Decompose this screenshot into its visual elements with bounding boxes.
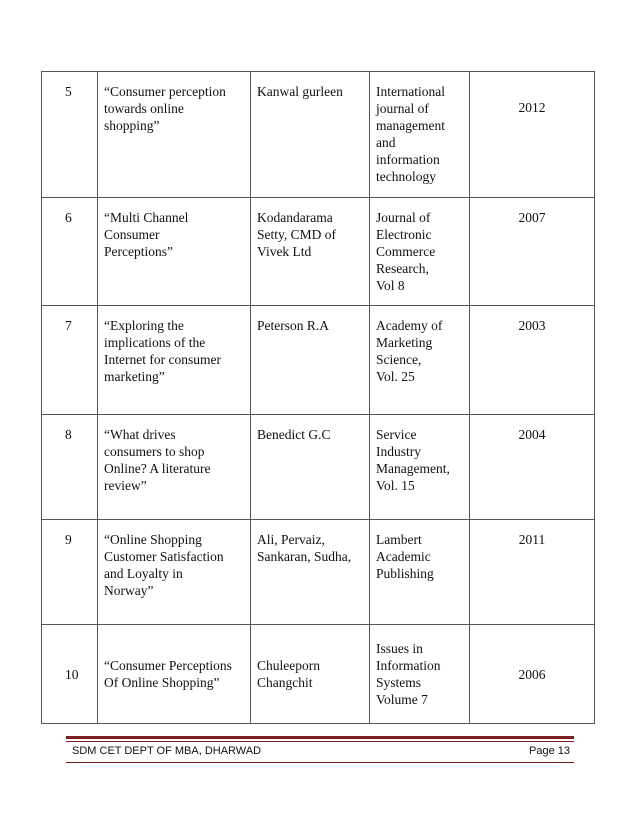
publication-line: Electronic xyxy=(376,227,432,242)
serial-number: 8 xyxy=(65,427,72,442)
year-cell xyxy=(470,520,595,625)
publication-line: information xyxy=(376,152,440,167)
year: 2012 xyxy=(518,100,546,115)
serial-number-cell xyxy=(42,415,98,520)
footer-rule-thick xyxy=(66,736,574,739)
year-cell xyxy=(470,72,595,198)
publication-cell xyxy=(370,198,470,306)
publication-cell xyxy=(370,306,470,415)
title-line: Consumer xyxy=(104,227,160,242)
serial-number: 9 xyxy=(65,532,72,547)
author-cell xyxy=(251,415,370,520)
title-cell xyxy=(98,198,251,306)
publication-cell xyxy=(370,72,470,198)
title-line: “Consumer Perceptions xyxy=(104,658,232,673)
footer-rule-bottom xyxy=(66,762,574,763)
year: 2004 xyxy=(518,427,546,442)
serial-number-cell xyxy=(42,72,98,198)
publication-line: Management, xyxy=(376,461,450,476)
author-line: Setty, CMD of xyxy=(257,227,337,242)
publication-line: Volume 7 xyxy=(376,692,428,707)
serial-number: 5 xyxy=(65,84,72,99)
table-row xyxy=(42,198,595,306)
publication-cell xyxy=(370,520,470,625)
table-row xyxy=(42,72,595,198)
publication-line: Science, xyxy=(376,352,422,367)
author-line: Changchit xyxy=(257,675,313,690)
references-table xyxy=(41,71,595,724)
title-line: towards online xyxy=(104,101,184,116)
publication-line: Marketing xyxy=(376,335,433,350)
title-cell xyxy=(98,415,251,520)
title-line: “Online Shopping xyxy=(104,532,202,547)
author-cell xyxy=(251,306,370,415)
title-line: Of Online Shopping” xyxy=(104,675,220,690)
publication-cell xyxy=(370,625,470,724)
author-line: Kanwal gurleen xyxy=(257,84,343,99)
title-line: and Loyalty in xyxy=(104,566,183,581)
author-cell xyxy=(251,625,370,724)
publication-line: Issues in xyxy=(376,641,423,656)
publication-line: Information xyxy=(376,658,441,673)
publication-line: management xyxy=(376,118,445,133)
serial-number-cell xyxy=(42,198,98,306)
title-line: Internet for consumer xyxy=(104,352,221,367)
author-cell xyxy=(251,198,370,306)
author-line: Chuleeporn xyxy=(257,658,320,673)
publication-line: technology xyxy=(376,169,436,184)
publication-line: Research, xyxy=(376,261,429,276)
author-cell xyxy=(251,520,370,625)
serial-number: 7 xyxy=(65,318,72,333)
year: 2006 xyxy=(518,666,546,682)
publication-line: Systems xyxy=(376,675,422,690)
year: 2003 xyxy=(518,318,546,333)
table-row xyxy=(42,520,595,625)
year: 2007 xyxy=(518,210,546,225)
serial-number-cell xyxy=(42,625,98,724)
year-cell xyxy=(470,415,595,520)
year: 2011 xyxy=(518,532,546,547)
title-line: Norway” xyxy=(104,583,154,598)
publication-line: Publishing xyxy=(376,566,434,581)
title-cell xyxy=(98,625,251,724)
year-cell xyxy=(470,625,595,724)
title-cell xyxy=(98,520,251,625)
table-row xyxy=(42,415,595,520)
serial-number-cell xyxy=(42,306,98,415)
year-cell xyxy=(470,198,595,306)
table-row xyxy=(42,625,595,724)
author-line: Peterson R.A xyxy=(257,318,329,333)
publication-line: Journal of xyxy=(376,210,431,225)
publication-line: International xyxy=(376,84,445,99)
title-line: “Exploring the xyxy=(104,318,184,333)
footer-institution: SDM CET DEPT OF MBA, DHARWAD xyxy=(72,745,262,757)
publication-line: Industry xyxy=(376,444,421,459)
publication-line: Service xyxy=(376,427,417,442)
title-line: “What drives xyxy=(104,427,176,442)
publication-line: Academy of xyxy=(376,318,443,333)
title-cell xyxy=(98,306,251,415)
serial-number: 6 xyxy=(65,210,72,225)
publication-cell xyxy=(370,415,470,520)
footer-rule-thin xyxy=(66,741,574,742)
title-line: Customer Satisfaction xyxy=(104,549,224,564)
title-line: marketing” xyxy=(104,369,165,384)
title-line: implications of the xyxy=(104,335,206,350)
footer-page-number: Page 13 xyxy=(529,745,570,757)
publication-line: Vol 8 xyxy=(376,278,405,293)
author-line: Vivek Ltd xyxy=(257,244,312,259)
serial-number: 10 xyxy=(65,666,79,682)
title-cell xyxy=(98,72,251,198)
publication-line: Vol. 15 xyxy=(376,478,415,493)
author-line: Kodandarama xyxy=(257,210,333,225)
author-line: Sankaran, Sudha, xyxy=(257,549,352,564)
author-line: Ali, Pervaiz, xyxy=(257,532,325,547)
year-cell xyxy=(470,306,595,415)
publication-line: Academic xyxy=(376,549,431,564)
publication-line: Commerce xyxy=(376,244,436,259)
publication-line: and xyxy=(376,135,396,150)
title-line: review” xyxy=(104,478,147,493)
serial-number-cell xyxy=(42,520,98,625)
title-line: shopping” xyxy=(104,118,160,133)
title-line: Perceptions” xyxy=(104,244,173,259)
title-line: Online? A literature xyxy=(104,461,211,476)
page-footer xyxy=(72,745,570,761)
title-line: consumers to shop xyxy=(104,444,205,459)
author-line: Benedict G.C xyxy=(257,427,331,442)
table-row xyxy=(42,306,595,415)
author-cell xyxy=(251,72,370,198)
title-line: “Consumer perception xyxy=(104,84,226,99)
publication-line: journal of xyxy=(376,101,429,116)
publication-line: Vol. 25 xyxy=(376,369,415,384)
title-line: “Multi Channel xyxy=(104,210,189,225)
publication-line: Lambert xyxy=(376,532,422,547)
